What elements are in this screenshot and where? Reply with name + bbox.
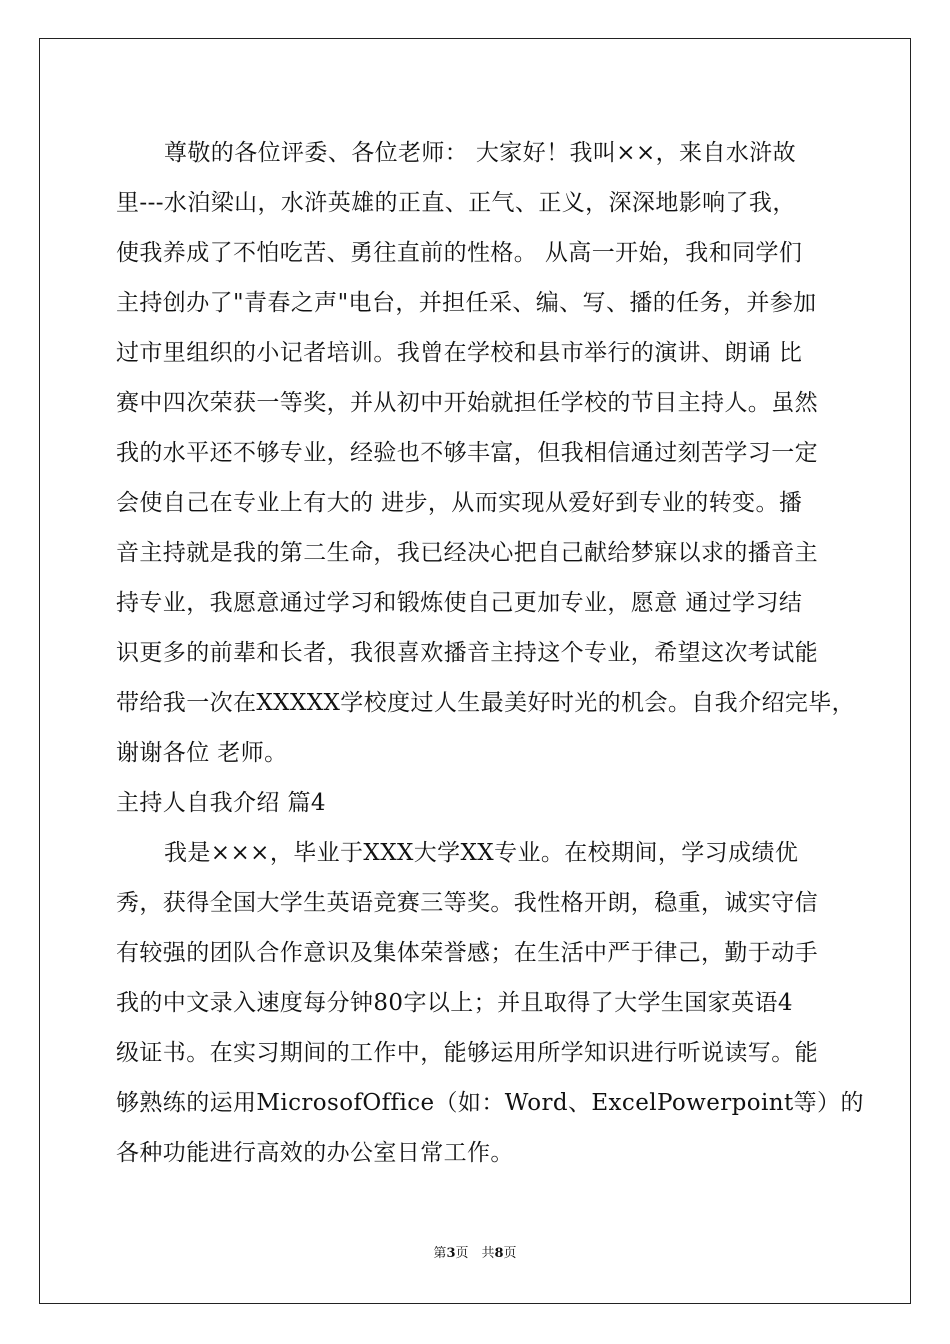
text-line: 有较强的团队合作意识及集体荣誉感；在生活中严于律己，勤于动手 bbox=[116, 940, 818, 966]
text-line: 里---水泊梁山，水浒英雄的正直、正气、正义，深深地影响了我， bbox=[116, 190, 796, 216]
page-prefix: 第 bbox=[433, 1246, 447, 1261]
text-line: 主持创办了"青春之声"电台，并担任采、编、写、播的任务，并参加 bbox=[116, 290, 817, 316]
page-number-footer bbox=[0, 1244, 950, 1264]
text-line: 赛中四次荣获一等奖，并从初中开始就担任学校的节目主持人。虽然 bbox=[116, 390, 818, 416]
text-line: 我的中文录入速度每分钟80字以上；并且取得了大学生国家英语4 bbox=[116, 990, 793, 1016]
text-line: 级证书。在实习期间的工作中，能够运用所学知识进行听说读写。能 bbox=[116, 1040, 818, 1066]
text-line: 音主持就是我的第二生命，我已经决心把自己献给梦寐以求的播音主 bbox=[116, 540, 818, 566]
text-line: 我的水平还不够专业，经验也不够丰富，但我相信通过刻苦学习一定 bbox=[116, 440, 818, 466]
text-line: 过市里组织的小记者培训。我曾在学校和县市举行的演讲、朗诵 比 bbox=[116, 340, 803, 366]
text-line: 带给我一次在XXXXX学校度过人生最美好时光的机会。自我介绍完毕， bbox=[116, 690, 856, 716]
text-line: 识更多的前辈和长者，我很喜欢播音主持这个专业，希望这次考试能 bbox=[116, 640, 818, 666]
text-line: 我是×××，毕业于XXX大学XX专业。在校期间，学习成绩优 bbox=[164, 840, 799, 866]
text-line: 尊敬的各位评委、各位老师： 大家好！我叫××，来自水浒故 bbox=[164, 140, 797, 166]
page-middle-text: 页 共 bbox=[455, 1246, 495, 1261]
document-body bbox=[116, 128, 864, 1178]
text-line: 秀，获得全国大学生英语竞赛三等奖。我性格开朗，稳重，诚实守信 bbox=[116, 890, 818, 916]
page-suffix: 页 bbox=[503, 1246, 517, 1261]
text-line: 使我养成了不怕吃苦、勇往直前的性格。 从高一开始，我和同学们 bbox=[116, 240, 803, 266]
paragraph-self-intro-1 bbox=[116, 128, 856, 778]
text-line: 谢谢各位 老师。 bbox=[116, 740, 288, 766]
total-page-count: 8 bbox=[494, 1246, 504, 1261]
text-line: 会使自己在专业上有大的 进步，从而实现从爱好到专业的转变。播 bbox=[116, 490, 803, 516]
text-line: 持专业，我愿意通过学习和锻炼使自己更加专业，愿意 通过学习结 bbox=[116, 590, 803, 616]
text-line: 够熟练的运用MicrosofOffice（如：Word、ExcelPowerpoint等）的 bbox=[116, 1090, 864, 1116]
text-line: 各种功能进行高效的办公室日常工作。 bbox=[116, 1140, 514, 1166]
section-heading: 主持人自我介绍 篇4 bbox=[116, 790, 326, 816]
paragraph-self-intro-4 bbox=[116, 828, 864, 1178]
current-page-number: 3 bbox=[446, 1246, 456, 1261]
